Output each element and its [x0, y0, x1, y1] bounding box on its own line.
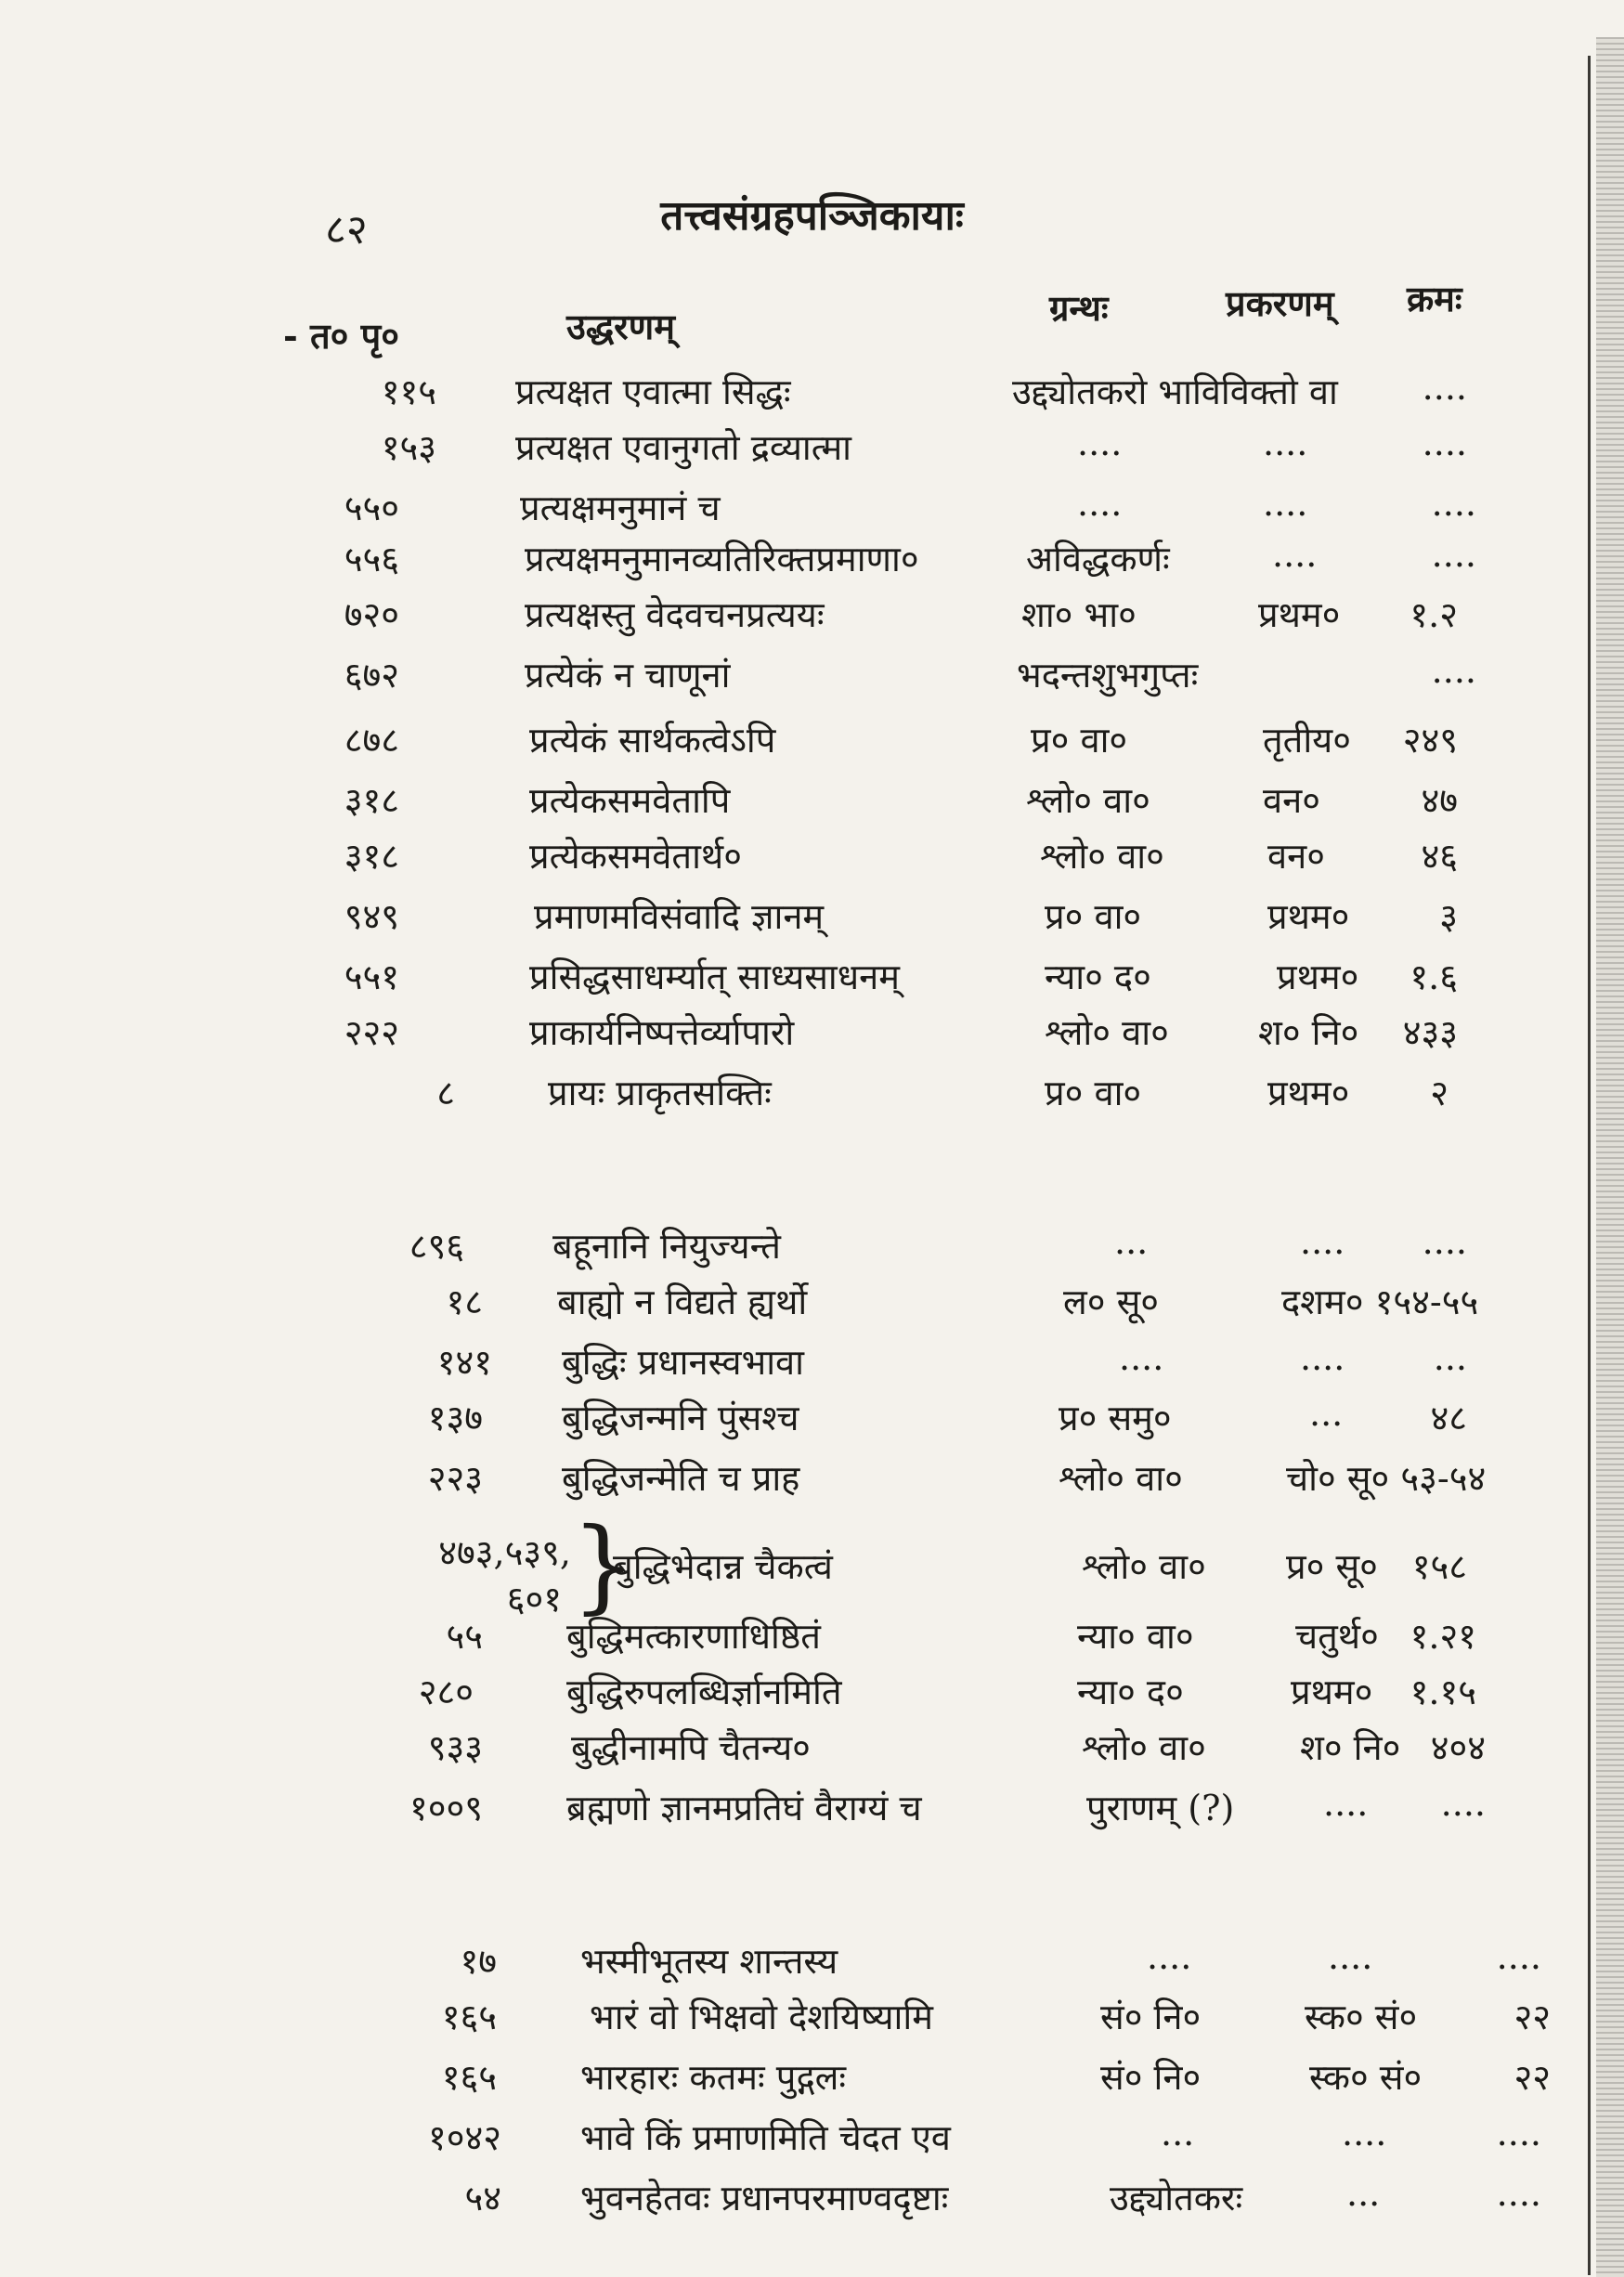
source-text: शा० भा० [1021, 594, 1137, 635]
number-text: .... [1440, 1783, 1486, 1824]
page-ref: २२२ [344, 1012, 399, 1053]
source-text: ... [1161, 2113, 1195, 2153]
section-text: .... [1342, 2113, 1387, 2153]
table-row [0, 775, 1579, 831]
page-ref: ११५ [381, 371, 436, 412]
number-text: ४३३ [1402, 1012, 1458, 1053]
page-ref: १६५ [441, 2057, 497, 2098]
citation-text: बुद्धीनामपि चैतन्य० [571, 1727, 811, 1768]
number-text: १५८ [1411, 1546, 1467, 1587]
table-row [0, 1277, 1579, 1333]
table-row [0, 1542, 1579, 1597]
table-row [0, 423, 1579, 478]
table-row [0, 1783, 1579, 1839]
source-text: न्या० द० [1045, 956, 1151, 997]
book-binding-edge [1596, 37, 1624, 2277]
number-text: .... [1431, 483, 1476, 524]
page-title: तत्त्वसंग्रहपञ्जिकायाः [660, 192, 964, 240]
page-ref: ९३३ [427, 1727, 483, 1768]
section-text: ... [1309, 1393, 1344, 1434]
citation-text: बुद्धिः प्रधानस्वभावा [562, 1342, 805, 1383]
table-row [0, 2052, 1579, 2108]
section-text: प्रथम० [1267, 896, 1350, 937]
number-text: .... [1496, 2113, 1541, 2153]
number-text: १.१५ [1410, 1672, 1476, 1712]
table-row [0, 715, 1579, 771]
number-text: ४६ [1421, 836, 1458, 877]
number-text: २ [1430, 1073, 1449, 1113]
number-text: १.२ [1410, 594, 1458, 635]
header-number: क्रमः [1407, 278, 1462, 319]
table-row [0, 2173, 1579, 2229]
table-row [0, 650, 1579, 706]
page-ref: ५४ [464, 2178, 501, 2218]
page-ref: ५५० [344, 488, 399, 528]
table-row [0, 1723, 1579, 1778]
citation-text: भारहारः कतमः पुद्गलः [580, 2057, 847, 2098]
number-text: .... [1431, 534, 1476, 575]
page-ref-line-1: ४७३,५३९, [438, 1532, 571, 1573]
table-row [0, 952, 1579, 1008]
citation-text: प्रसिद्धसाधर्म्यात् साध्यसाधनम् [529, 956, 900, 997]
section-text: स्क० सं० [1305, 1997, 1418, 2037]
number-text: .... [1422, 1221, 1467, 1262]
header-citation: उद्धरणम् [566, 306, 675, 347]
table-row [0, 1221, 1579, 1277]
citation-text: भारं वो भिक्षवो देशयिष्यामि [590, 1997, 933, 2037]
number-text: २२ [1514, 2057, 1551, 2098]
section-text: प्रथम० [1267, 1073, 1350, 1113]
citation-text: बहूनानि नियुज्यन्ते [552, 1226, 781, 1267]
page-ref: ३१८ [344, 836, 399, 877]
section-text: ... [1346, 2173, 1381, 2214]
citation-text: बुद्धिभेदान्न चैकत्वं [613, 1546, 833, 1587]
header-section: प्रकरणम् [1226, 282, 1334, 324]
citation-text: प्रत्यक्षमनुमानव्यतिरिक्तप्रमाणा० [525, 539, 919, 579]
source-text: श्लो० वा० [1040, 836, 1164, 877]
table-row [0, 1611, 1579, 1667]
section-text: वन० [1267, 836, 1325, 877]
table-row [0, 831, 1579, 887]
number-text: ३ [1439, 896, 1458, 937]
citation-text: भस्मीभूतस्य शान्तस्य [580, 1941, 838, 1982]
section-text: .... [1272, 534, 1318, 575]
page-ref: २२३ [427, 1458, 483, 1499]
source-text: उद्द्योतकरो भाविविक्तो वा [1012, 371, 1338, 412]
source-text: न्या० वा० [1077, 1616, 1194, 1657]
number-text: .... [1431, 650, 1476, 691]
citation-text: प्रत्येकं सार्थकत्वेऽपि [529, 720, 776, 761]
table-row [0, 891, 1579, 947]
citation-text: प्रत्यक्षत एवात्मा सिद्धः [515, 371, 791, 412]
page-ref: ५५६ [344, 539, 399, 579]
page-ref: ६७२ [344, 655, 399, 696]
citation-text: भुवनहेतवः प्रधानपरमाण्वदृष्टाः [580, 2178, 949, 2218]
table-row [0, 1008, 1579, 1063]
source-text: ल० सू० [1063, 1282, 1160, 1322]
page-ref: १८ [446, 1282, 483, 1322]
table-row [0, 483, 1579, 539]
source-text: प्र० वा० [1045, 1073, 1142, 1113]
source-text: भदन्तशुभगुप्तः [1017, 655, 1199, 696]
number-text: १.२१ [1410, 1616, 1476, 1657]
source-text: श्लो० वा० [1082, 1727, 1206, 1768]
source-text: .... [1077, 423, 1123, 463]
source-text: ... [1114, 1221, 1149, 1262]
citation-text: बुद्धिजन्मेति च प्राह [562, 1458, 800, 1499]
page-ref: ९४९ [344, 896, 399, 937]
citation-text: प्रत्यक्षस्तु वेदवचनप्रत्ययः [525, 594, 825, 635]
source-text: श्लो० वा० [1026, 780, 1150, 821]
table-row [0, 590, 1579, 645]
citation-text: ब्रह्मणो ज्ञानमप्रतिघं वैराग्यं च [566, 1788, 922, 1828]
table-row [0, 1667, 1579, 1723]
citation-text: बुद्धिमत्कारणाधिष्ठितं [566, 1616, 821, 1657]
page-ref: १५३ [381, 427, 436, 468]
source-text: प्र० वा० [1031, 720, 1128, 761]
citation-text: प्रत्येकं न चाणूनां [525, 655, 731, 696]
table-row [0, 534, 1579, 590]
citation-text: बाह्यो न विद्यते ह्यर्थो [557, 1282, 808, 1322]
citation-text: बुद्धिजन्मनि पुंसश्च [562, 1398, 799, 1438]
number-text: २२ [1514, 1997, 1551, 2037]
citation-text: प्रायः प्राकृतसक्तिः [548, 1073, 772, 1113]
source-text: प्र० वा० [1045, 896, 1142, 937]
source-text: .... [1077, 483, 1123, 524]
citation-text: भावे किं प्रमाणमिति चेदत एव [580, 2117, 951, 2158]
section-text: प्रथम० [1258, 594, 1341, 635]
page-ref-line-2: ६०१ [506, 1579, 562, 1620]
source-text: प्र० समु० [1059, 1398, 1172, 1438]
page-ref: ५५१ [344, 956, 399, 997]
citation-text: प्रमाणमविसंवादि ज्ञानम् [534, 896, 825, 937]
header-page-col: - त० पृ० [283, 315, 399, 357]
table-row [0, 2113, 1579, 2168]
citation-text: प्रत्येकसमवेतापि [529, 780, 731, 821]
section-text: .... [1263, 423, 1308, 463]
number-text: .... [1496, 1936, 1541, 1977]
table-row [0, 1936, 1579, 1992]
source-text: .... [1119, 1337, 1164, 1378]
page-ref: ३१८ [344, 780, 399, 821]
citation-text: बुद्धिरुपलब्धिर्ज्ञानमिति [566, 1672, 842, 1712]
page-ref: १०४२ [427, 2117, 501, 2158]
binding-line [1588, 56, 1591, 2275]
source-text: सं० नि० [1100, 2057, 1202, 2098]
table-row [0, 1992, 1579, 2048]
source-text: श्लो० वा० [1082, 1546, 1206, 1587]
source-text: .... [1147, 1936, 1192, 1977]
number-text: .... [1422, 423, 1467, 463]
curly-brace-icon: } [571, 1505, 636, 1624]
page-ref: १००९ [409, 1788, 483, 1828]
source-text: श्लो० वा० [1045, 1012, 1169, 1053]
section-text: वन० [1263, 780, 1320, 821]
section-text: प्र० सू० [1286, 1546, 1378, 1587]
number-text: ४०४ [1430, 1727, 1486, 1768]
page-ref: १७ [460, 1941, 497, 1982]
section-text: चतुर्थ० [1295, 1616, 1379, 1657]
number-text: २४९ [1402, 720, 1458, 761]
citation-text: प्राकार्यनिष्पत्तेर्व्यापारो [529, 1012, 795, 1053]
table-row [0, 1068, 1579, 1124]
citation-text: प्रत्येकसमवेतार्थ० [529, 836, 742, 877]
section-text: प्रथम० [1277, 956, 1359, 997]
number-text: ४८ [1430, 1398, 1467, 1438]
page-number: ८२ [325, 206, 368, 254]
section-text: .... [1323, 1783, 1369, 1824]
citation-text: प्रत्यक्षत एवानुगतो द्रव्यात्मा [515, 427, 852, 468]
page-ref: १४१ [436, 1342, 492, 1383]
page-ref: ७२० [344, 594, 399, 635]
section-text: श० नि० [1258, 1012, 1359, 1053]
table-row [0, 367, 1579, 423]
number-text: .... [1496, 2173, 1541, 2214]
source-text: सं० नि० [1100, 1997, 1202, 2037]
source-text: श्लो० वा० [1059, 1458, 1183, 1499]
number-text: ४७ [1421, 780, 1458, 821]
number-text: ... [1433, 1337, 1467, 1378]
table-row [0, 1453, 1579, 1509]
number-text: १.६ [1410, 956, 1458, 997]
page-ref: ५५ [446, 1616, 483, 1657]
section-text: .... [1328, 1936, 1373, 1977]
page-ref: १६५ [441, 1997, 497, 2037]
section-text: .... [1300, 1337, 1345, 1378]
number-text: .... [1422, 367, 1467, 408]
section-text: चो० सू० ५३-५४ [1286, 1458, 1487, 1499]
table-row [0, 1393, 1579, 1449]
page-ref: ८७८ [344, 720, 399, 761]
section-text: प्रथम० [1291, 1672, 1373, 1712]
source-text: न्या० द० [1077, 1672, 1184, 1712]
source-text: पुराणम् (?) [1086, 1788, 1235, 1828]
page-ref: २८० [418, 1672, 474, 1712]
section-text: .... [1263, 483, 1308, 524]
citation-text: प्रत्यक्षमनुमानं च [520, 488, 721, 528]
section-text: तृतीय० [1263, 720, 1351, 761]
page-ref: ८ [436, 1073, 455, 1113]
section-text: .... [1300, 1221, 1345, 1262]
page-ref: १३७ [427, 1398, 483, 1438]
section-text: श० नि० [1300, 1727, 1401, 1768]
header-source: ग्रन्थः [1049, 287, 1109, 329]
source-text: अविद्धकर्णः [1026, 539, 1170, 579]
page-ref: ८९६ [409, 1226, 464, 1267]
source-text: उद्द्योतकरः [1110, 2178, 1243, 2218]
table-row [0, 1337, 1579, 1393]
section-text: स्क० सं० [1309, 2057, 1423, 2098]
section-text: दशम० १५४-५५ [1281, 1282, 1479, 1322]
